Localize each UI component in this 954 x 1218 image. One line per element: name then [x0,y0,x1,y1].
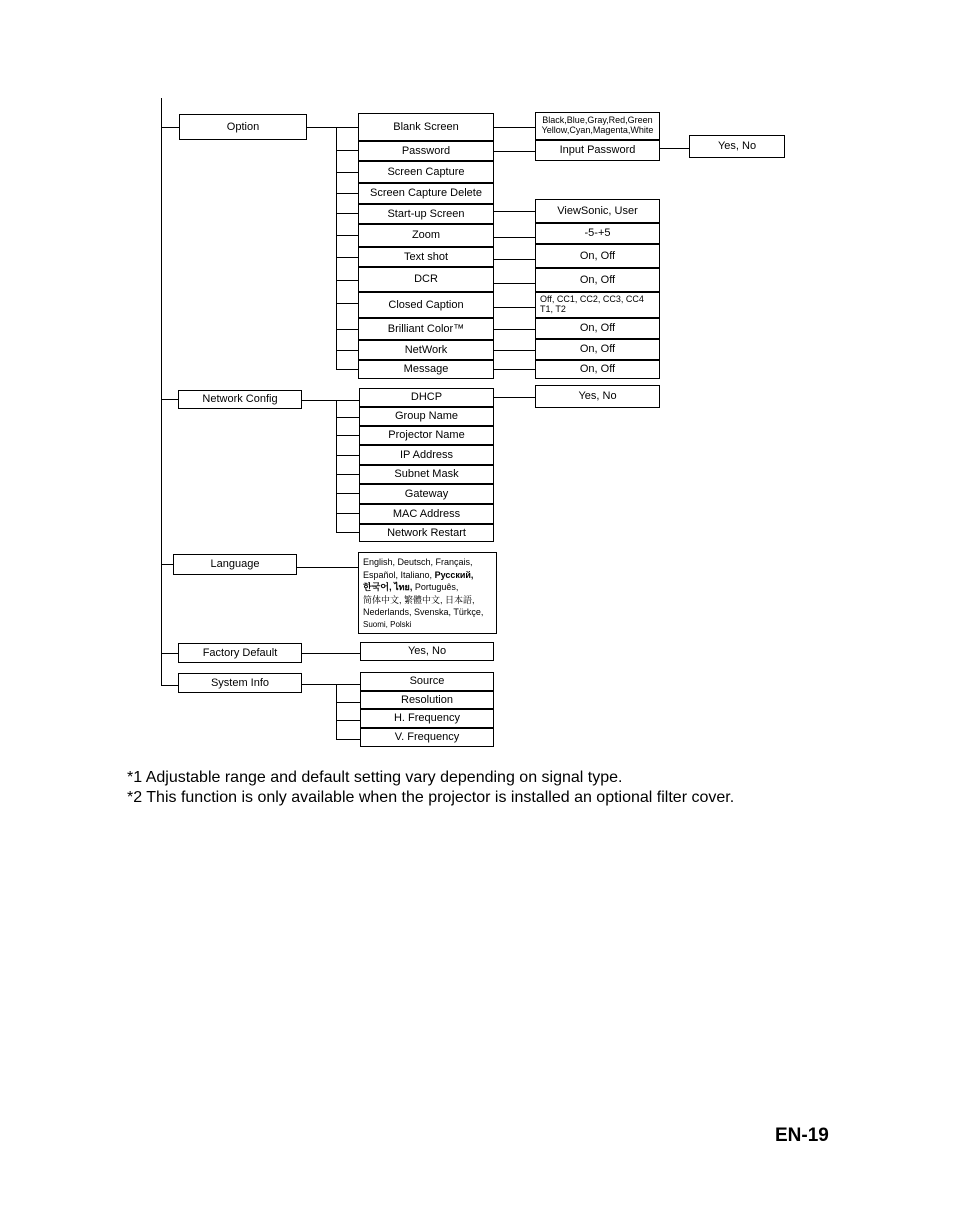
connector [493,369,535,370]
option-screen-capture: Screen Capture [358,161,494,183]
connector [336,455,359,456]
language-line-2 [363,569,492,582]
factory-default-value: Yes, No [360,642,494,661]
connector [336,150,359,151]
startup-screen-value: ViewSonic, User [535,199,660,223]
network-subnet-mask: Subnet Mask [359,465,494,484]
option-brilliant-color: Brilliant Color™ [358,318,494,340]
connector [336,435,359,436]
connector [336,493,359,494]
option-dcr: DCR [358,267,494,292]
menu-option: Option [179,114,307,140]
connector [493,350,535,351]
system-v-frequency: V. Frequency [360,728,494,747]
connector [493,151,535,152]
connector [336,193,359,194]
connector [336,702,360,703]
language-line-4: 简体中文, 繁體中文, 日本語, [363,594,475,605]
connector [336,303,359,304]
option-network: NetWork [358,340,494,360]
connector [493,283,535,284]
language-line-2-bold: Русский, [434,569,474,580]
connector [493,127,535,128]
connector [336,739,360,740]
system-source: Source [360,672,494,691]
connector [336,235,359,236]
connector [302,400,359,401]
system-resolution: Resolution [360,691,494,709]
main-trunk-line [161,98,162,686]
option-startup-screen: Start-up Screen [358,204,494,224]
network-value: On, Off [535,339,660,360]
connector [336,172,359,173]
network-restart: Network Restart [359,524,494,542]
connector [336,369,359,370]
blank-screen-colors-line1: Black,Blue,Gray,Red,Green [542,115,653,126]
connector [493,397,535,398]
network-ip-address: IP Address [359,445,494,465]
connector [336,213,359,214]
closed-caption-value [535,292,660,318]
language-line-2-normal: Español, Italiano, [363,569,435,580]
connector [336,474,359,475]
network-dhcp: DHCP [359,388,494,407]
option-branch-line [336,127,337,370]
language-line-3 [363,581,492,594]
dcr-value: On, Off [535,268,660,292]
network-group-name: Group Name [359,407,494,426]
connector [493,307,535,308]
connector [336,513,359,514]
brilliant-color-value: On, Off [535,318,660,339]
connector [659,148,690,149]
language-options [358,552,497,634]
menu-factory-default: Factory Default [178,643,302,663]
network-mac-address: MAC Address [359,504,494,524]
connector [297,567,358,568]
dhcp-value: Yes, No [535,385,660,408]
closed-caption-value-line2: T1, T2 [540,304,566,314]
menu-network-config: Network Config [178,390,302,409]
system-h-frequency: H. Frequency [360,709,494,728]
option-password: Password [358,141,494,161]
connector [302,684,360,685]
language-line-3-normal: Português, [412,582,459,593]
message-value: On, Off [535,360,660,379]
system-branch-line [336,684,337,739]
connector [161,127,180,128]
network-projector-name: Projector Name [359,426,494,445]
connector [493,259,535,260]
menu-language: Language [173,554,297,575]
option-text-shot: Text shot [358,247,494,267]
connector [336,329,359,330]
connector [336,532,359,533]
zoom-value: -5-+5 [535,223,660,244]
language-line-3-bold: 한국어, ไทย, [363,582,413,593]
input-password: Input Password [535,140,660,161]
menu-system-info: System Info [178,673,302,693]
language-line-1: English, Deutsch, Français, [363,557,473,567]
connector [493,329,535,330]
language-line-6: Suomi, Polski [363,619,412,629]
option-closed-caption: Closed Caption [358,292,494,318]
connector [336,257,359,258]
password-confirm: Yes, No [689,135,785,158]
connector [336,350,359,351]
option-blank-screen: Blank Screen [358,113,494,141]
connector [336,280,359,281]
network-gateway: Gateway [359,484,494,504]
language-line-5: Nederlands, Svenska, Türkçe, [363,607,484,618]
option-screen-capture-delete: Screen Capture Delete [358,183,494,204]
footnote-2: *2 This function is only available when the projector is installed an optional filter cover. [127,789,735,806]
page-number: EN-19 [775,1125,829,1146]
text-shot-value: On, Off [535,244,660,268]
connector [336,417,359,418]
blank-screen-colors-line2: Yellow,Cyan,Magenta,White [541,125,654,135]
footnote-1: *1 Adjustable range and default setting vary depending on signal type. [127,769,623,786]
closed-caption-value-line1: Off, CC1, CC2, CC3, CC4 [540,294,644,305]
connector [306,127,359,128]
connector [493,211,535,212]
option-zoom: Zoom [358,224,494,247]
connector [493,237,535,238]
connector [302,653,360,654]
blank-screen-colors [535,112,660,140]
connector [336,720,360,721]
option-message: Message [358,360,494,379]
